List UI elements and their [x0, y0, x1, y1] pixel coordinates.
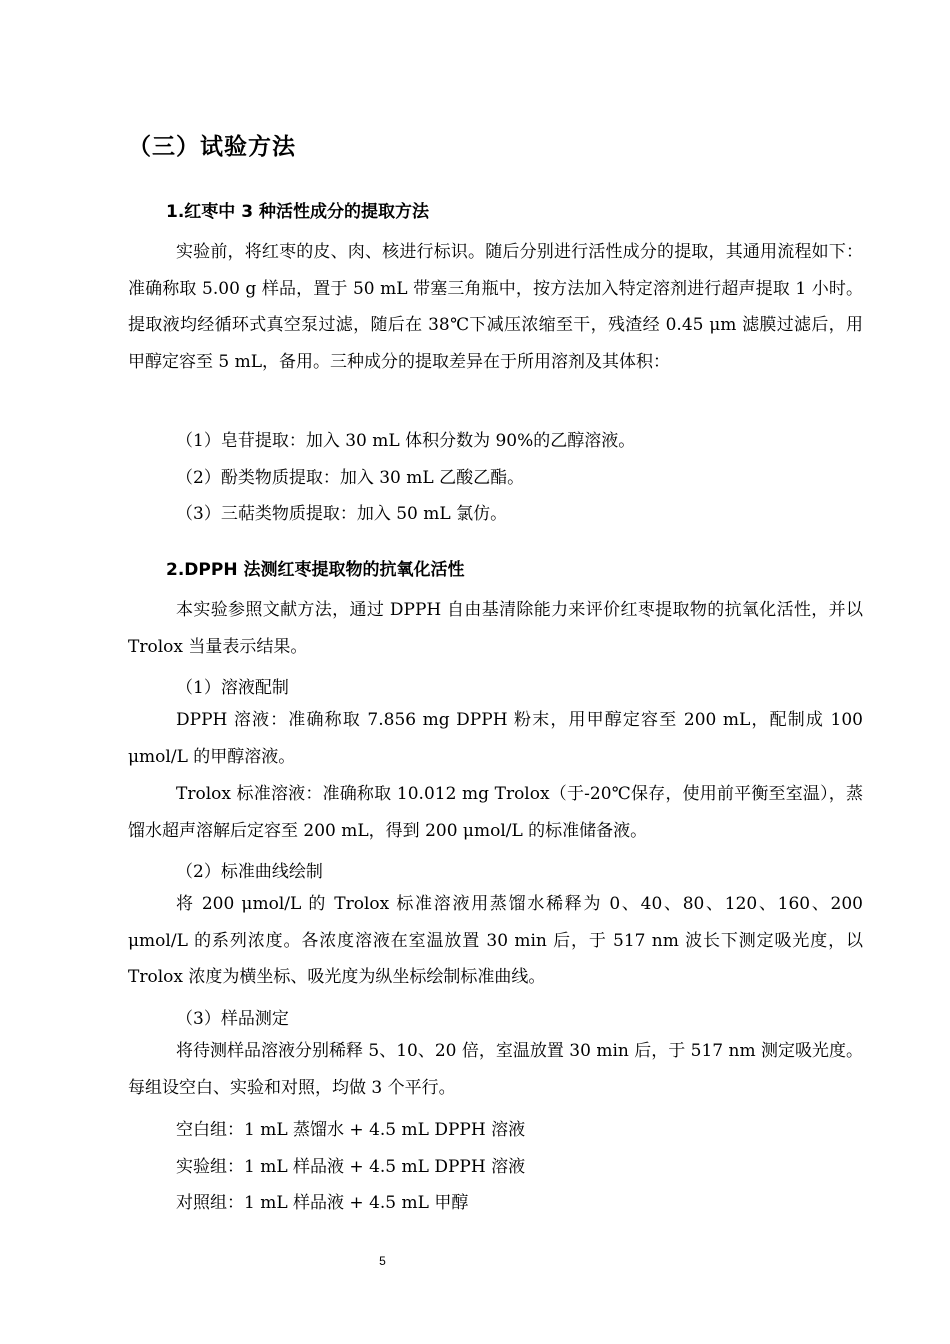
- group-experiment: 实验组：1 mL 样品液 + 4.5 mL DPPH 溶液: [176, 1157, 526, 1177]
- subsection-heading-extraction: 1.红枣中 3 种活性成分的提取方法: [166, 202, 429, 222]
- extraction-item-triterpene: （3）三萜类物质提取：加入 50 mL 氯仿。: [176, 504, 508, 524]
- standard-curve-paragraph: 将 200 μmol/L 的 Trolox 标准溶液用蒸馏水稀释为 0、40、80、120、160、200 μmol/L 的系列浓度。各浓度溶液在室温放置 30 min 后，于 517 nm 波长下测定吸光度，以 Trolox 浓度为横坐标、吸光度为纵坐标绘制标准曲线。: [128, 894, 863, 988]
- section-title: （三）试验方法: [128, 134, 296, 160]
- dpph-intro-paragraph: 本实验参照文献方法，通过 DPPH 自由基清除能力来评价红枣提取物的抗氧化活性，并以 Trolox 当量表示结果。: [128, 600, 863, 657]
- step-label-standard-curve: （2）标准曲线绘制: [176, 862, 323, 882]
- sample-measurement-paragraph: 将待测样品溶液分别稀释 5、10、20 倍，室温放置 30 min 后，于 517 nm 测定吸光度。每组设空白、实验和对照，均做 3 个平行。: [128, 1041, 863, 1098]
- extraction-intro-paragraph: 实验前，将红枣的皮、肉、核进行标识。随后分别进行活性成分的提取，其通用流程如下：准确称取 5.00 g 样品，置于 50 mL 带塞三角瓶中，按方法加入特定溶剂进行超声提取 1 小时。提取液均经循环式真空泵过滤，随后在 38℃下减压浓缩至干，残渣经 0.45 μm 滤膜过滤后，用甲醇定容至 5 mL，备用。三种成分的提取差异在于所用溶剂及其体积：: [128, 242, 863, 373]
- extraction-item-phenol: （2）酚类物质提取：加入 30 mL 乙酸乙酯。: [176, 468, 525, 488]
- group-blank: 空白组：1 mL 蒸馏水 + 4.5 mL DPPH 溶液: [176, 1120, 526, 1140]
- step-label-sample-measurement: （3）样品测定: [176, 1009, 289, 1029]
- dpph-solution-paragraph: DPPH 溶液：准确称取 7.856 mg DPPH 粉末，用甲醇定容至 200 mL，配制成 100 μmol/L 的甲醇溶液。: [128, 710, 863, 767]
- group-control: 对照组：1 mL 样品液 + 4.5 mL 甲醇: [176, 1193, 469, 1213]
- extraction-item-saponin: （1）皂苷提取：加入 30 mL 体积分数为 90%的乙醇溶液。: [176, 431, 636, 451]
- step-label-solution-prep: （1）溶液配制: [176, 678, 289, 698]
- subsection-heading-dpph: 2.DPPH 法测红枣提取物的抗氧化活性: [166, 560, 465, 580]
- trolox-solution-paragraph: Trolox 标准溶液：准确称取 10.012 mg Trolox（于-20℃保存，使用前平衡至室温），蒸馏水超声溶解后定容至 200 mL，得到 200 μmol/L 的标准储备液。: [128, 784, 863, 841]
- page-number: 5: [379, 1254, 386, 1268]
